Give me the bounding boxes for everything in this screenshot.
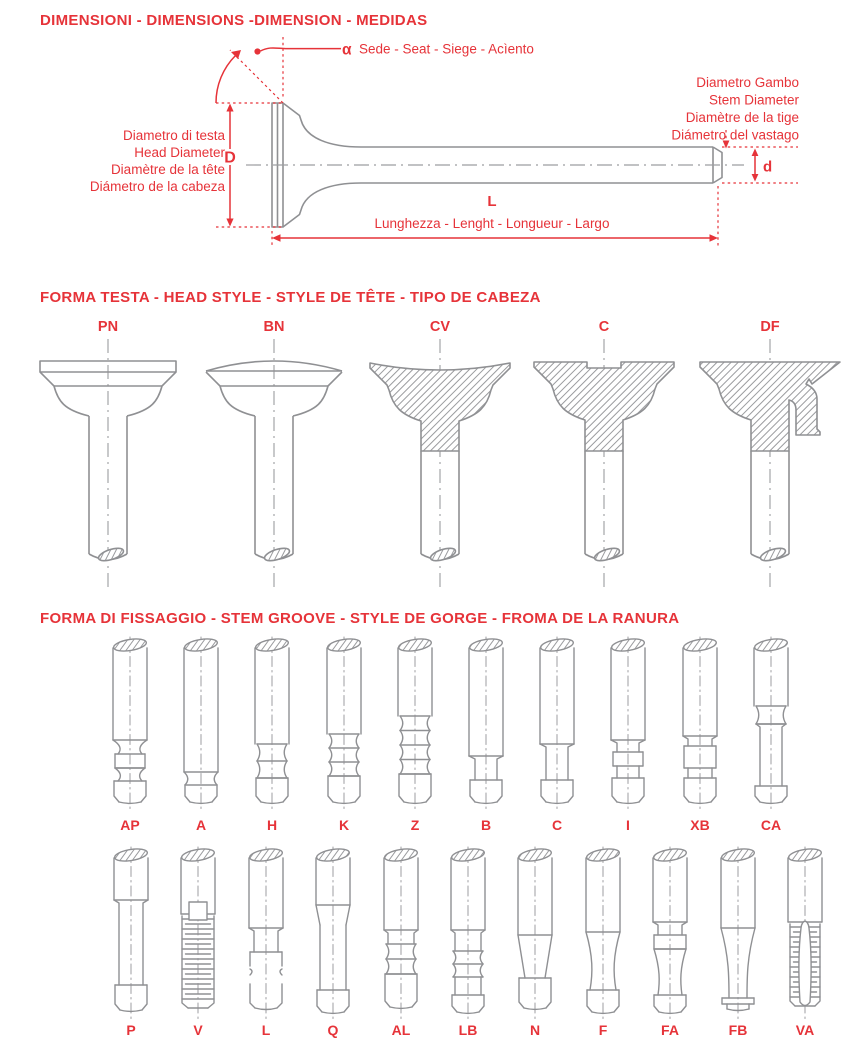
stem-groove-Q bbox=[316, 847, 350, 1020]
stem-groove-LB bbox=[451, 847, 485, 1020]
stem-groove-label-LB: LB bbox=[458, 1022, 478, 1038]
stem-groove-FB bbox=[721, 847, 755, 1020]
stem-groove-V bbox=[181, 847, 215, 1020]
stem-groove-Z bbox=[398, 637, 432, 810]
stem-groove-K bbox=[327, 637, 361, 810]
head-style-label-C: C bbox=[598, 319, 610, 335]
stem-groove-label-N: N bbox=[529, 1022, 541, 1038]
stem-groove-label-FB: FB bbox=[728, 1022, 748, 1038]
stem-grooves-row1-figure bbox=[0, 630, 860, 836]
svg-text:Head Diameter: Head Diameter bbox=[134, 145, 225, 160]
stem-groove-label-Z: Z bbox=[410, 817, 420, 833]
stem-groove-label-C: C bbox=[551, 817, 563, 833]
stem-groove-label-XB: XB bbox=[690, 817, 710, 833]
head-style-label-CV: CV bbox=[429, 319, 451, 335]
head-style-DF bbox=[700, 339, 840, 588]
stem-groove-C bbox=[540, 637, 574, 810]
svg-text:Stem Diameter: Stem Diameter bbox=[708, 92, 799, 108]
head-style-BN bbox=[206, 339, 342, 588]
head-diameter-symbol: D bbox=[224, 149, 236, 167]
svg-text:Diamètre de la tige: Diamètre de la tige bbox=[685, 110, 799, 125]
svg-text:Diámetro del vastago: Diámetro del vastago bbox=[671, 127, 799, 143]
stem-groove-F bbox=[586, 847, 620, 1020]
svg-text:Diamètre de la tête: Diamètre de la tête bbox=[110, 162, 225, 177]
head-style-label-BN: BN bbox=[263, 319, 285, 335]
stem-groove-N bbox=[518, 847, 552, 1020]
stem-groove-L bbox=[249, 847, 283, 1020]
stem-groove-label-L: L bbox=[261, 1022, 271, 1038]
dimension-arrows bbox=[216, 48, 755, 238]
stem-groove-label-A: A bbox=[195, 817, 207, 833]
stem-diameter-label bbox=[671, 75, 799, 143]
stem-groove-label-B: B bbox=[480, 817, 492, 833]
seat-label: Sede - Seat - Siege - Acìento bbox=[359, 41, 534, 57]
head-styles-figure bbox=[0, 305, 860, 595]
head-style-label-DF: DF bbox=[760, 319, 780, 335]
stem-groove-B bbox=[469, 637, 503, 810]
head-diameter-label bbox=[90, 128, 226, 194]
section2-title: FORMA TESTA - HEAD STYLE - STYLE DE TÊTE - TIPO DE CABEZA bbox=[40, 289, 541, 306]
stem-groove-label-I: I bbox=[626, 817, 630, 833]
arrowheads bbox=[226, 48, 758, 241]
stem-groove-XB bbox=[683, 637, 717, 810]
stem-groove-label-AP: AP bbox=[120, 817, 140, 833]
alpha-symbol: α bbox=[342, 41, 352, 59]
section1-title: DIMENSIONI - DIMENSIONS -DIMENSION - MEDIDAS bbox=[40, 12, 428, 29]
stem-groove-AL bbox=[384, 847, 418, 1020]
stem-groove-label-P: P bbox=[126, 1022, 136, 1038]
stem-groove-label-CA: CA bbox=[760, 817, 782, 833]
stem-groove-CA bbox=[754, 637, 788, 810]
seat-angle-dot bbox=[254, 48, 260, 54]
stem-grooves-row2-figure bbox=[0, 840, 860, 1051]
stem-groove-label-FA: FA bbox=[661, 1022, 679, 1038]
seat-angle-arc bbox=[216, 56, 235, 103]
svg-text:Diámetro de la cabeza: Diámetro de la cabeza bbox=[89, 179, 225, 194]
stem-groove-label-F: F bbox=[598, 1022, 608, 1038]
head-style-label-PN: PN bbox=[97, 319, 119, 335]
stem-groove-I bbox=[611, 637, 645, 810]
length-label: Lunghezza - Lenght - Longueur - Largo bbox=[374, 216, 610, 231]
stem-groove-label-AL: AL bbox=[391, 1022, 411, 1038]
seat-leader-line bbox=[261, 48, 342, 51]
stem-groove-VA bbox=[788, 847, 822, 1020]
stem-groove-label-K: K bbox=[338, 817, 350, 833]
svg-text:Diametro di testa: Diametro di testa bbox=[122, 128, 225, 143]
stem-groove-AP bbox=[113, 637, 147, 810]
stem-groove-label-V: V bbox=[193, 1022, 203, 1038]
stem-groove-label-VA: VA bbox=[795, 1022, 815, 1038]
stem-groove-label-H: H bbox=[266, 817, 278, 833]
stem-diameter-symbol: d bbox=[763, 158, 773, 176]
svg-text:Diametro Gambo: Diametro Gambo bbox=[696, 75, 799, 90]
head-style-C bbox=[534, 339, 674, 588]
length-symbol: L bbox=[487, 193, 497, 210]
head-style-CV bbox=[370, 339, 510, 588]
section3-title: FORMA DI FISSAGGIO - STEM GROOVE - STYLE DE GORGE - FROMA DE LA RANURA bbox=[40, 610, 680, 627]
stem-groove-P bbox=[114, 847, 148, 1020]
stem-groove-label-Q: Q bbox=[327, 1022, 339, 1038]
stem-groove-A bbox=[184, 637, 218, 810]
dimension-diagram bbox=[0, 0, 860, 278]
head-style-PN bbox=[40, 339, 176, 588]
stem-groove-FA bbox=[653, 847, 687, 1020]
stem-groove-H bbox=[255, 637, 289, 810]
